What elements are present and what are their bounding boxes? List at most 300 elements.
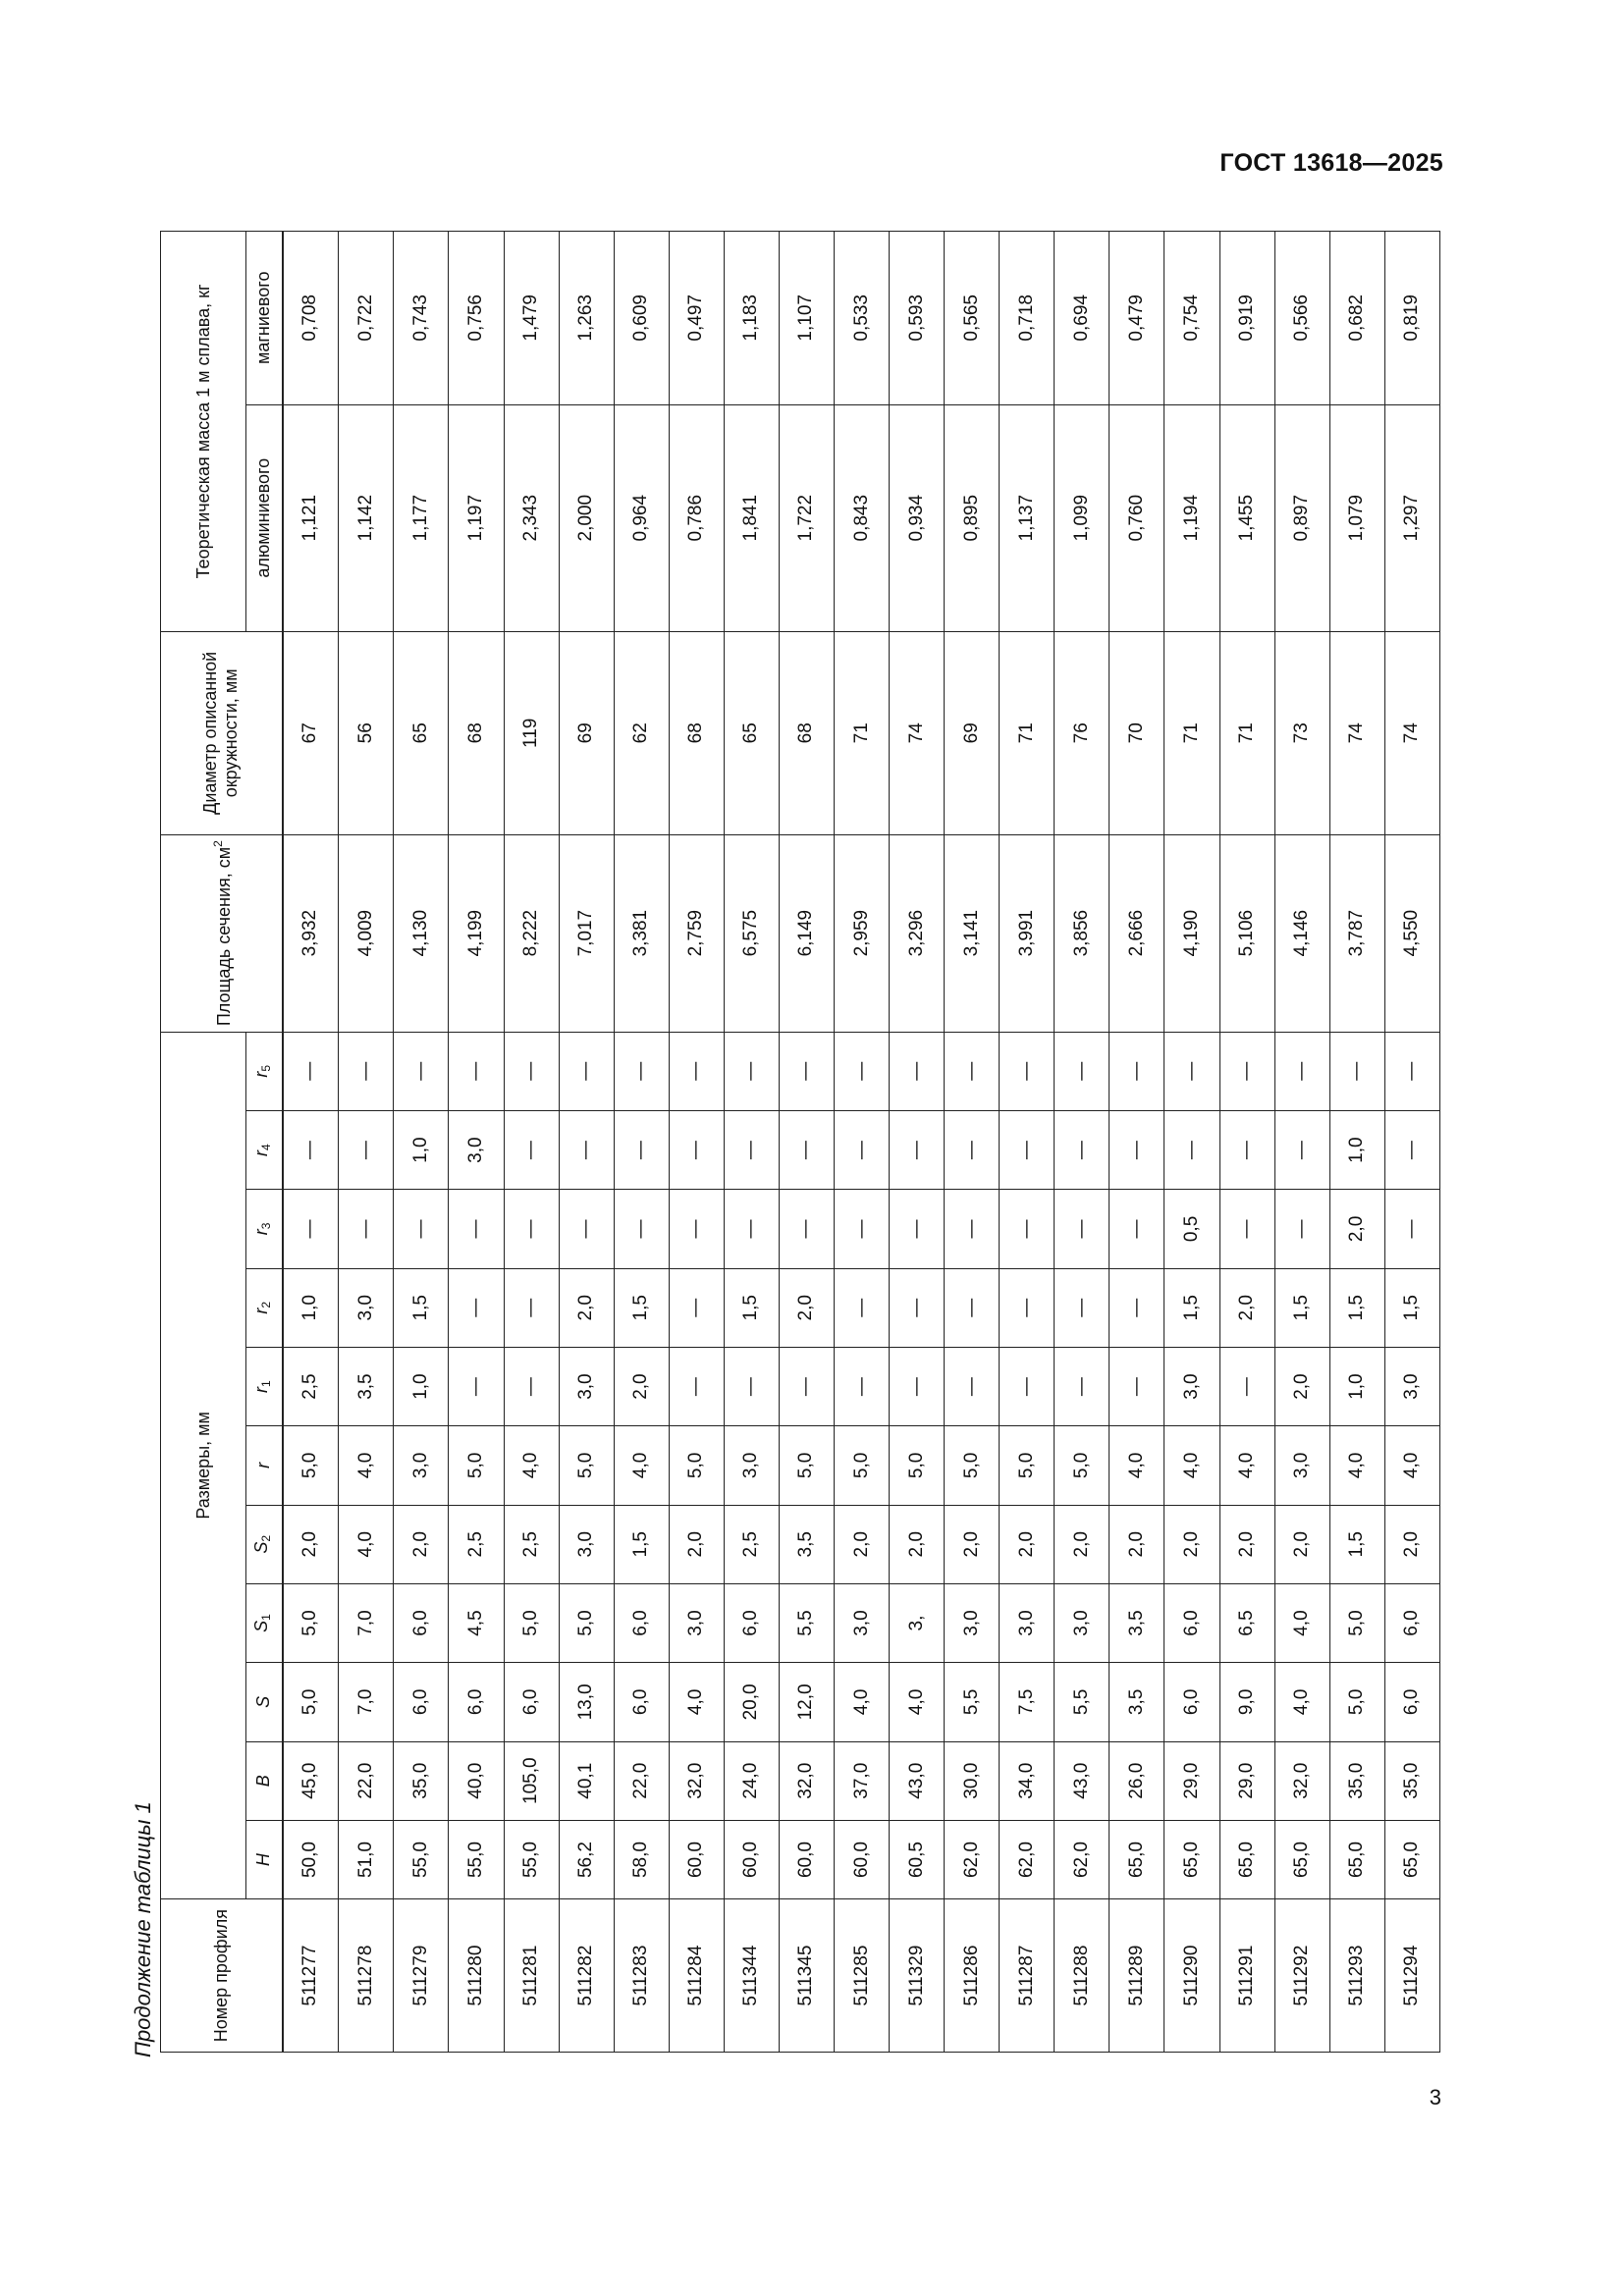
table-cell: 2,666: [1110, 834, 1164, 1032]
table-cell: 3,0: [1274, 1426, 1329, 1505]
table-cell: 3,296: [890, 834, 945, 1032]
table-cell: 6,0: [614, 1663, 669, 1741]
table-cell: —: [394, 1190, 449, 1268]
table-cell: 5,5: [1055, 1663, 1110, 1741]
table-cell: 68: [449, 631, 504, 834]
table-cell: 60,0: [669, 1820, 724, 1898]
table-cell: 1,5: [1164, 1268, 1219, 1347]
table-cell: 1,107: [779, 232, 834, 405]
table-cell: —: [669, 1110, 724, 1189]
table-cell: 22,0: [614, 1741, 669, 1820]
table-cell: 511283: [614, 1899, 669, 2053]
table-cell: 71: [1164, 631, 1219, 834]
table-cell: 1,121: [283, 404, 339, 631]
table-row: [1219, 232, 1274, 2053]
table-cell: 4,0: [614, 1426, 669, 1505]
table-cell: 62,0: [945, 1820, 1000, 1898]
table-row: [504, 232, 559, 2053]
table-cell: 5,106: [1219, 834, 1274, 1032]
table-cell: 2,0: [669, 1505, 724, 1583]
table-cell: —: [835, 1190, 890, 1268]
table-cell: 0,934: [890, 404, 945, 631]
table-cell: —: [890, 1110, 945, 1189]
table-cell: 4,0: [339, 1426, 394, 1505]
table-cell: —: [1055, 1110, 1110, 1189]
table-cell: 6,0: [1384, 1663, 1439, 1741]
table-cell: —: [1384, 1190, 1439, 1268]
table-cell: —: [614, 1110, 669, 1189]
document-code: ГОСТ 13618—2025: [1219, 149, 1443, 177]
table-cell: —: [449, 1032, 504, 1110]
table-cell: 65,0: [1164, 1820, 1219, 1898]
table-cell: 1,0: [1329, 1110, 1384, 1189]
table-cell: 3,0: [1055, 1583, 1110, 1662]
table-cell: 1,0: [1329, 1347, 1384, 1425]
table-cell: 1,5: [1384, 1268, 1439, 1347]
table-cell: 3,0: [559, 1347, 614, 1425]
table-cell: 60,0: [779, 1820, 834, 1898]
table-cell: 4,190: [1164, 834, 1219, 1032]
table-cell: —: [1000, 1347, 1055, 1425]
table-cell: —: [1055, 1268, 1110, 1347]
table-row: [1329, 232, 1384, 2053]
table-cell: 62,0: [1000, 1820, 1055, 1898]
table-cell: —: [890, 1032, 945, 1110]
table-cell: 3,0: [1000, 1583, 1055, 1662]
table-cell: 105,0: [504, 1741, 559, 1820]
table-cell: —: [1274, 1190, 1329, 1268]
table-cell: 0,5: [1164, 1190, 1219, 1268]
table-cell: —: [1000, 1032, 1055, 1110]
table-cell: —: [1164, 1110, 1219, 1189]
table-cell: —: [1274, 1032, 1329, 1110]
table-cell: 3,932: [283, 834, 339, 1032]
table-cell: 55,0: [504, 1820, 559, 1898]
table-cell: —: [1110, 1268, 1164, 1347]
table-cell: 2,0: [1329, 1190, 1384, 1268]
table-cell: 0,897: [1274, 404, 1329, 631]
table-cell: 2,0: [559, 1268, 614, 1347]
table-cell: 43,0: [1055, 1741, 1110, 1820]
table-cell: —: [559, 1110, 614, 1189]
table-cell: 511287: [1000, 1899, 1055, 2053]
table-cell: —: [504, 1110, 559, 1189]
table-cell: 511344: [724, 1899, 779, 2053]
table-cell: —: [945, 1190, 1000, 1268]
table-cell: 4,130: [394, 834, 449, 1032]
table-cell: 1,099: [1055, 404, 1110, 631]
table-cell: 2,0: [1055, 1505, 1110, 1583]
table-cell: —: [504, 1190, 559, 1268]
table-cell: —: [724, 1032, 779, 1110]
table-cell: 51,0: [339, 1820, 394, 1898]
table-cell: —: [449, 1268, 504, 1347]
table-cell: 6,149: [779, 834, 834, 1032]
table-cell: 4,0: [504, 1426, 559, 1505]
table-cell: 2,5: [504, 1505, 559, 1583]
table-cell: 0,819: [1384, 232, 1439, 405]
table-cell: 2,343: [504, 404, 559, 631]
table-cell: 0,895: [945, 404, 1000, 631]
table-cell: 5,0: [890, 1426, 945, 1505]
table-cell: —: [394, 1032, 449, 1110]
table-cell: 0,565: [945, 232, 1000, 405]
table-cell: —: [339, 1110, 394, 1189]
header-r5: $r_5$: [246, 1032, 283, 1110]
table-cell: —: [1000, 1268, 1055, 1347]
table-cell: 0,694: [1055, 232, 1110, 405]
table-cell: 5,0: [945, 1426, 1000, 1505]
table-cell: 511288: [1055, 1899, 1110, 2053]
table-cell: 0,609: [614, 232, 669, 405]
table-cell: 6,0: [614, 1583, 669, 1662]
table-cell: 0,919: [1219, 232, 1274, 405]
table-cell: 3,787: [1329, 834, 1384, 1032]
table-cell: 511285: [835, 1899, 890, 2053]
table-cell: 511291: [1219, 1899, 1274, 2053]
table-cell: 3,0: [339, 1268, 394, 1347]
table-cell: 6,0: [394, 1583, 449, 1662]
table-row: [1110, 232, 1164, 2053]
table-cell: —: [339, 1032, 394, 1110]
profiles-table: [160, 231, 1440, 2053]
table-cell: —: [1384, 1110, 1439, 1189]
table-cell: 6,0: [1164, 1663, 1219, 1741]
table-cell: 12,0: [779, 1663, 834, 1741]
table-cell: 60,0: [835, 1820, 890, 1898]
table-cell: 511286: [945, 1899, 1000, 2053]
table-row: [945, 232, 1000, 2053]
table-row: [559, 232, 614, 2053]
table-cell: 2,0: [283, 1505, 339, 1583]
table-cell: 3,0: [724, 1426, 779, 1505]
table-cell: 71: [1219, 631, 1274, 834]
header-B: B: [246, 1741, 283, 1820]
table-cell: 3,: [890, 1583, 945, 1662]
table-cell: —: [669, 1032, 724, 1110]
table-cell: —: [1110, 1032, 1164, 1110]
table-cell: 0,718: [1000, 232, 1055, 405]
table-cell: 7,0: [339, 1663, 394, 1741]
table-cell: 3,5: [1110, 1583, 1164, 1662]
table-cell: 7,5: [1000, 1663, 1055, 1741]
table-cell: 4,0: [835, 1663, 890, 1741]
table-cell: —: [724, 1110, 779, 1189]
table-cell: —: [559, 1032, 614, 1110]
table-cell: 0,843: [835, 404, 890, 631]
table-cell: 34,0: [1000, 1741, 1055, 1820]
table-cell: 1,137: [1000, 404, 1055, 631]
table-cell: —: [283, 1032, 339, 1110]
table-cell: 62,0: [1055, 1820, 1110, 1898]
header-r4: $r_4$: [246, 1110, 283, 1189]
table-cell: 45,0: [283, 1741, 339, 1820]
header-theoretical-mass: Теоретическая масса 1 м сплава, кг: [161, 232, 246, 632]
table-cell: 40,1: [559, 1741, 614, 1820]
table-cell: 511279: [394, 1899, 449, 2053]
table-cell: 3,0: [394, 1426, 449, 1505]
table-cell: —: [945, 1032, 1000, 1110]
table-cell: 2,0: [1219, 1505, 1274, 1583]
table-cell: 2,0: [1110, 1505, 1164, 1583]
table-cell: 4,0: [1329, 1426, 1384, 1505]
table-cell: 74: [1384, 631, 1439, 834]
table-cell: 3,5: [1110, 1663, 1164, 1741]
header-aluminum: алюминиевого: [246, 404, 283, 631]
table-cell: 1,5: [1274, 1268, 1329, 1347]
table-cell: 5,0: [1000, 1426, 1055, 1505]
table-cell: 0,964: [614, 404, 669, 631]
table-cell: 35,0: [1329, 1741, 1384, 1820]
table-cell: —: [504, 1032, 559, 1110]
table-cell: 7,017: [559, 834, 614, 1032]
table-cell: 4,0: [1274, 1583, 1329, 1662]
table-cell: 70: [1110, 631, 1164, 834]
table-cell: 5,0: [1329, 1583, 1384, 1662]
table-cell: —: [779, 1190, 834, 1268]
table-cell: 4,0: [669, 1663, 724, 1741]
table-cell: 0,566: [1274, 232, 1329, 405]
table-cell: 60,0: [724, 1820, 779, 1898]
table-cell: 5,0: [283, 1583, 339, 1662]
table-cell: —: [614, 1032, 669, 1110]
header-S2: $S_2$: [246, 1505, 283, 1583]
table-cell: 1,479: [504, 232, 559, 405]
table-cell: 65: [394, 631, 449, 834]
table-cell: 32,0: [1274, 1741, 1329, 1820]
table-cell: —: [779, 1110, 834, 1189]
table-cell: 1,0: [283, 1268, 339, 1347]
table-cell: 5,0: [779, 1426, 834, 1505]
table-cell: —: [669, 1347, 724, 1425]
table-row: [1274, 232, 1329, 2053]
table-cell: 2,0: [394, 1505, 449, 1583]
header-r1: $r_1$: [246, 1347, 283, 1425]
table-cell: 71: [835, 631, 890, 834]
table-cell: 69: [945, 631, 1000, 834]
header-dimensions: Размеры, мм: [161, 1032, 246, 1899]
table-cell: 1,5: [724, 1268, 779, 1347]
table-cell: —: [449, 1190, 504, 1268]
table-cell: —: [339, 1190, 394, 1268]
table-cell: 2,759: [669, 834, 724, 1032]
table-cell: 1,5: [394, 1268, 449, 1347]
table-cell: —: [1384, 1032, 1439, 1110]
table-cell: —: [614, 1190, 669, 1268]
table-cell: —: [669, 1190, 724, 1268]
table-cell: 74: [890, 631, 945, 834]
table-cell: 0,479: [1110, 232, 1164, 405]
table-cell: 65,0: [1384, 1820, 1439, 1898]
table-cell: 2,0: [1219, 1268, 1274, 1347]
table-cell: 0,743: [394, 232, 449, 405]
table-cell: 511281: [504, 1899, 559, 2053]
table-cell: 56,2: [559, 1820, 614, 1898]
table-cell: 35,0: [394, 1741, 449, 1820]
table-cell: —: [449, 1347, 504, 1425]
table-cell: 74: [1329, 631, 1384, 834]
table-cell: 1,5: [614, 1268, 669, 1347]
table-cell: 6,0: [1164, 1583, 1219, 1662]
table-cell: 6,0: [504, 1663, 559, 1741]
table-cell: 0,722: [339, 232, 394, 405]
table-cell: 1,0: [394, 1347, 449, 1425]
table-cell: 511278: [339, 1899, 394, 2053]
table-cell: 511282: [559, 1899, 614, 2053]
table-cell: 32,0: [779, 1741, 834, 1820]
table-cell: 9,0: [1219, 1663, 1274, 1741]
header-section-area: Площадь сечения, $см^2$: [161, 834, 283, 1032]
table-cell: 76: [1055, 631, 1110, 834]
table-cell: —: [504, 1268, 559, 1347]
table-cell: 4,0: [1164, 1426, 1219, 1505]
table-cell: 2,959: [835, 834, 890, 1032]
table-cell: —: [283, 1110, 339, 1189]
header-r3: $r_3$: [246, 1190, 283, 1268]
table-cell: 3,0: [449, 1110, 504, 1189]
table-cell: 4,0: [1274, 1663, 1329, 1741]
table-cell: 1,5: [1329, 1268, 1384, 1347]
table-cell: 0,497: [669, 232, 724, 405]
table-cell: —: [1329, 1032, 1384, 1110]
table-row: [1000, 232, 1055, 2053]
table-cell: —: [1110, 1347, 1164, 1425]
table-cell: 67: [283, 631, 339, 834]
table-cell: 22,0: [339, 1741, 394, 1820]
table-cell: 24,0: [724, 1741, 779, 1820]
table-cell: —: [890, 1347, 945, 1425]
table-cell: 5,0: [559, 1583, 614, 1662]
table-cell: 2,000: [559, 404, 614, 631]
table-cell: 511280: [449, 1899, 504, 2053]
header-S1: $S_1$: [246, 1583, 283, 1662]
table-cell: 0,756: [449, 232, 504, 405]
table-cell: 3,141: [945, 834, 1000, 1032]
table-cell: 26,0: [1110, 1741, 1164, 1820]
table-cell: 4,0: [890, 1663, 945, 1741]
header-circumscribed-diameter: Диаметр описанной окружности, мм: [161, 631, 283, 834]
table-cell: 1,297: [1384, 404, 1439, 631]
table-cell: —: [945, 1268, 1000, 1347]
table-cell: 5,0: [1329, 1663, 1384, 1741]
table-cell: —: [1110, 1190, 1164, 1268]
table-cell: 0,786: [669, 404, 724, 631]
table-cell: 0,708: [283, 232, 339, 405]
table-cell: —: [1219, 1110, 1274, 1189]
table-cell: 3,5: [339, 1347, 394, 1425]
table-cell: 1,0: [394, 1110, 449, 1189]
table-cell: 0,682: [1329, 232, 1384, 405]
table-cell: 43,0: [890, 1741, 945, 1820]
table-cell: 511290: [1164, 1899, 1219, 2053]
table-cell: 4,0: [1384, 1426, 1439, 1505]
table-cell: 30,0: [945, 1741, 1000, 1820]
table-cell: —: [1000, 1110, 1055, 1189]
table-cell: 119: [504, 631, 559, 834]
table-cell: 1,5: [1329, 1505, 1384, 1583]
table-cell: —: [1219, 1190, 1274, 1268]
table-cell: 511294: [1384, 1899, 1439, 2053]
table-cell: 1,263: [559, 232, 614, 405]
table-cell: 2,0: [1000, 1505, 1055, 1583]
table-cell: —: [1274, 1110, 1329, 1189]
table-cell: 68: [669, 631, 724, 834]
table-cell: 29,0: [1164, 1741, 1219, 1820]
table-cell: 0,754: [1164, 232, 1219, 405]
table-cell: 2,5: [449, 1505, 504, 1583]
table-cell: 5,0: [449, 1426, 504, 1505]
table-row: [669, 232, 724, 2053]
table-cell: 4,550: [1384, 834, 1439, 1032]
table-cell: 511329: [890, 1899, 945, 2053]
table-cell: 5,5: [779, 1583, 834, 1662]
table-row: [394, 232, 449, 2053]
table-cell: 32,0: [669, 1741, 724, 1820]
table-cell: 4,0: [1219, 1426, 1274, 1505]
table-cell: —: [1219, 1347, 1274, 1425]
table-cell: 2,5: [283, 1347, 339, 1425]
table-cell: 2,5: [724, 1505, 779, 1583]
table-cell: 65,0: [1329, 1820, 1384, 1898]
table-cell: 3,856: [1055, 834, 1110, 1032]
table-cell: 1,5: [614, 1505, 669, 1583]
table-row: [779, 232, 834, 2053]
table-cell: 1,183: [724, 232, 779, 405]
table-cell: 5,0: [283, 1426, 339, 1505]
page-number: 3: [1429, 2085, 1441, 2109]
table-cell: 4,199: [449, 834, 504, 1032]
table-cell: —: [669, 1268, 724, 1347]
table-cell: 6,0: [1384, 1583, 1439, 1662]
table-cell: —: [779, 1032, 834, 1110]
table-cell: —: [1055, 1032, 1110, 1110]
table-row: [1164, 232, 1219, 2053]
table-cell: 4,5: [449, 1583, 504, 1662]
table-cell: 5,0: [283, 1663, 339, 1741]
table-cell: 6,0: [724, 1583, 779, 1662]
table-cell: 3,0: [559, 1505, 614, 1583]
table-cell: 511293: [1329, 1899, 1384, 2053]
table-cell: —: [835, 1268, 890, 1347]
table-row: [1384, 232, 1439, 2053]
table-cell: 3,5: [779, 1505, 834, 1583]
table-cell: 0,533: [835, 232, 890, 405]
table-cell: 50,0: [283, 1820, 339, 1898]
table-cell: 0,593: [890, 232, 945, 405]
table-cell: 3,0: [1164, 1347, 1219, 1425]
header-magnesium: магниевого: [246, 232, 283, 405]
table-cell: —: [1110, 1110, 1164, 1189]
table-cell: —: [283, 1190, 339, 1268]
table-cell: 8,222: [504, 834, 559, 1032]
table-cell: 5,0: [669, 1426, 724, 1505]
table-cell: —: [1055, 1347, 1110, 1425]
table-cell: 2,0: [614, 1347, 669, 1425]
table-cell: 4,0: [339, 1505, 394, 1583]
table-cell: 58,0: [614, 1820, 669, 1898]
table-cell: 2,0: [1384, 1505, 1439, 1583]
table-cell: 511289: [1110, 1899, 1164, 2053]
table-cell: 0,760: [1110, 404, 1164, 631]
table-cell: 2,0: [1274, 1347, 1329, 1425]
table-cell: 6,575: [724, 834, 779, 1032]
table-cell: —: [945, 1110, 1000, 1189]
header-profile-number: Номер профиля: [161, 1899, 283, 2053]
table-cell: 5,5: [945, 1663, 1000, 1741]
table-cell: 1,197: [449, 404, 504, 631]
table-cell: —: [835, 1110, 890, 1189]
table-cell: —: [1000, 1190, 1055, 1268]
